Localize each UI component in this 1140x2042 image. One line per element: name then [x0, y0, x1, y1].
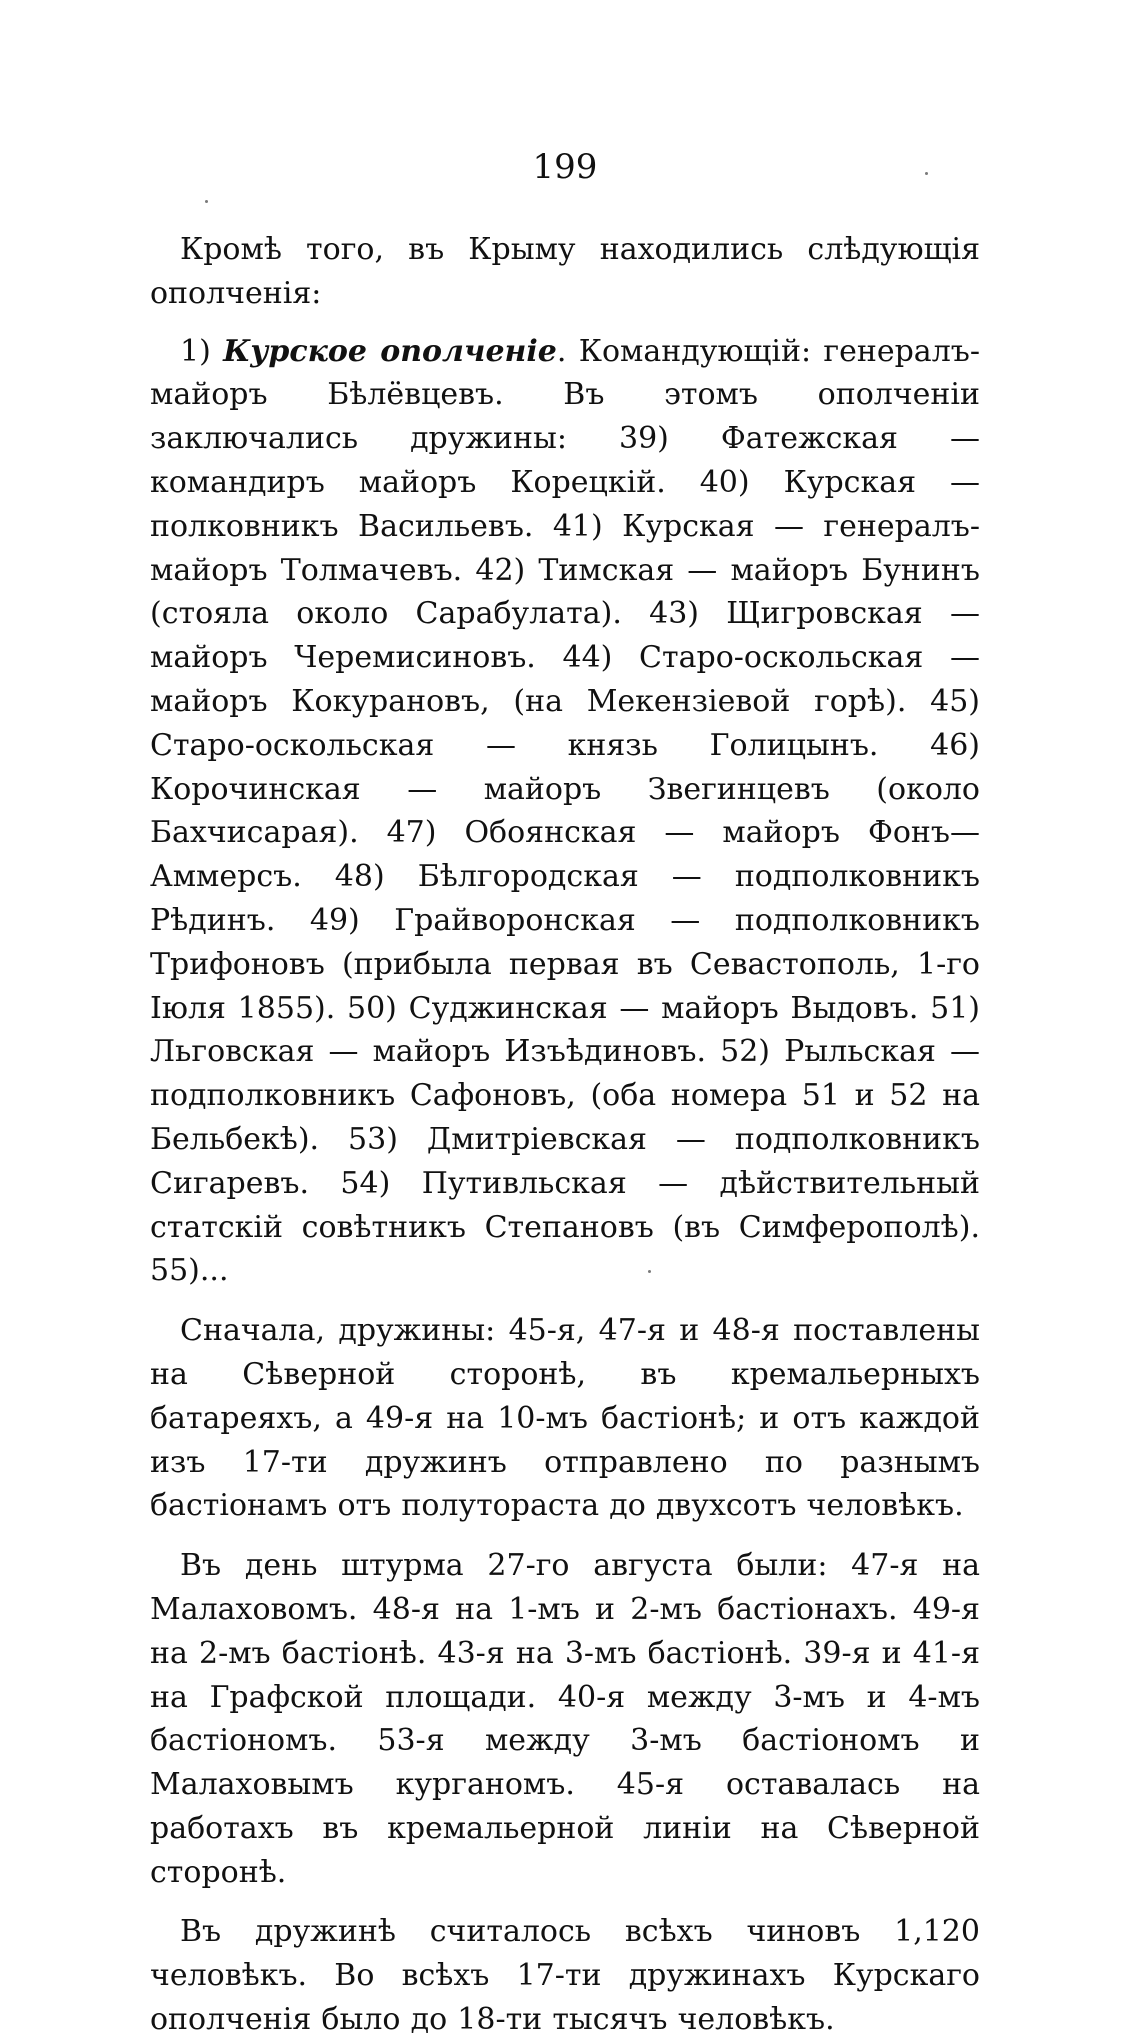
item-text: . Командующій: генералъ-майоръ Бѣлёвцевъ. Въ этомъ ополченіи заключались дружины: 39) Фатежская — командиръ майоръ Корецкій. 40) Курская — полковникъ Васильевъ. 41) Курская — генералъ-майоръ Толмачевъ. 42) Тимская — майоръ Бунинъ (стояла около Сарабулата). 43) Щигровская — майоръ Черемисиновъ. 44) Старо-оскольская — майоръ Кокурановъ, (на Мекензіевой горѣ). 45) Старо-оскольская — князь Голицынъ. 46) Корочинская — майоръ Звегинцевъ (около Бахчисарая). 47) Обоянская — майоръ Фонъ—Аммерсъ. 48) Бѣлгородская — подполковникъ Рѣдинъ. 49) Грайворонская — подполковникъ Трифоновъ (прибыла первая въ Севастополь, 1-го Іюля 1855). 50) Суджинская — майоръ Выдовъ. 51) Льговская — майоръ Изъѣдиновъ. 52) Рыльская — подполковникъ Сафоновъ, (оба номера 51 и 52 на Бельбекѣ). 53) Дмитріевская — подполковникъ Сигаревъ. 54) Путивльская — дѣйствительный статскій совѣтникъ Степановъ (въ Симферополѣ). 55)... [150, 333, 980, 1289]
print-speck [925, 172, 928, 175]
book-page [150, 147, 980, 2042]
para2-text: Сначала, дружины: 45-я, 47-я и 48-я поставлены на Сѣверной сторонѣ, въ кремальерныхъ батареяхъ, а 49-я на 10-мъ бастіонѣ; и отъ каждой изъ 17-ти дружинъ отправлено по разнымъ бастіонамъ отъ полутораста до двухсотъ человѣкъ. [150, 1313, 980, 1524]
initial-deployment-paragraph [150, 1309, 980, 1528]
para4-text: Въ дружинѣ считалось всѣхъ чиновъ 1,120 человѣкъ. Во всѣхъ 17-ти дружинахъ Курскаго ополченія было до 18-ти тысячъ человѣкъ. [150, 1914, 980, 2038]
item-prefix: 1) [180, 333, 224, 369]
print-speck [648, 1270, 651, 1273]
print-speck [205, 200, 208, 203]
kursk-militia-paragraph [150, 330, 980, 1294]
item-title: Курское ополченіе [223, 333, 557, 369]
strength-paragraph [150, 1910, 980, 2041]
page-number: 199 [532, 147, 598, 187]
intro-text: Кромѣ того, въ Крыму находились слѣдующія ополченія: [150, 232, 980, 311]
intro-paragraph [150, 228, 980, 316]
para3-text: Въ день штурма 27-го августа были: 47-я на Малаховомъ. 48-я на 1-мъ и 2-мъ бастіонахъ. 49-я на 2-мъ бастіонѣ. 43-я на 3-мъ бастіонѣ. 39-я и 41-я на Графской площади. 40-я между 3-мъ и 4-мъ бастіономъ. 53-я между 3-мъ бастіономъ и Малаховымъ курганомъ. 45-я оставалась на работахъ въ кремальерной линіи на Сѣверной сторонѣ. [150, 1548, 980, 1890]
assault-day-paragraph [150, 1544, 980, 1894]
